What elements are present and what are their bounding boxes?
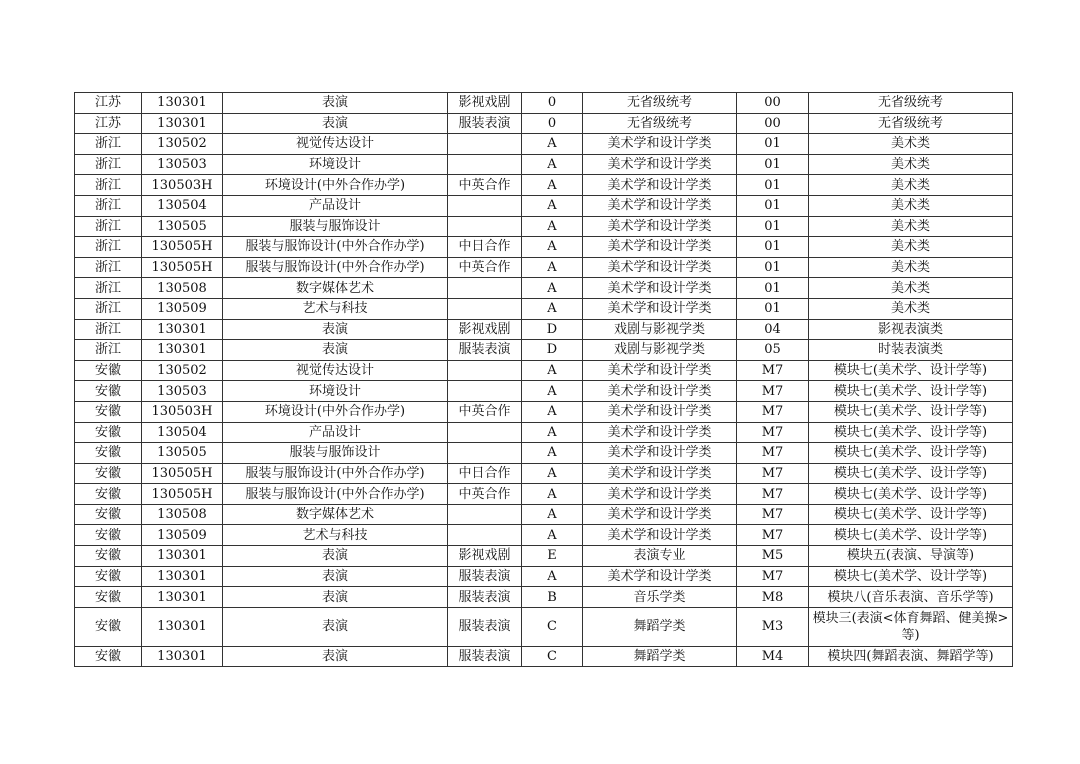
major-code-cell: 130505H: [142, 257, 223, 278]
table-row: [75, 257, 1013, 278]
direction-cell: 服装表演: [448, 646, 522, 667]
module-name-cell: 无省级统考: [809, 93, 1013, 114]
exam-category-cell: 戏剧与影视学类: [583, 340, 737, 361]
module-name-cell: 无省级统考: [809, 113, 1013, 134]
direction-cell: [448, 422, 522, 443]
major-code-cell: 130504: [142, 195, 223, 216]
table-row: [75, 340, 1013, 361]
table-row: [75, 360, 1013, 381]
major-code-cell: 130301: [142, 587, 223, 608]
table-row: [75, 443, 1013, 464]
module-name-cell: 模块七(美术学、设计学等): [809, 504, 1013, 525]
table-row: [75, 607, 1013, 646]
exam-category-cell: 美术学和设计学类: [583, 401, 737, 422]
province-cell: 浙江: [75, 298, 142, 319]
category-code-cell: A: [522, 443, 583, 464]
module-code-cell: M3: [737, 607, 809, 646]
direction-cell: 影视戏剧: [448, 319, 522, 340]
exam-category-cell: 无省级统考: [583, 113, 737, 134]
major-code-cell: 130504: [142, 422, 223, 443]
province-cell: 浙江: [75, 257, 142, 278]
exam-category-cell: 美术学和设计学类: [583, 443, 737, 464]
province-cell: 浙江: [75, 340, 142, 361]
module-name-cell: 美术类: [809, 216, 1013, 237]
table-row: [75, 484, 1013, 505]
category-code-cell: B: [522, 587, 583, 608]
exam-category-cell: 美术学和设计学类: [583, 257, 737, 278]
exam-category-cell: 美术学和设计学类: [583, 484, 737, 505]
province-cell: 安徽: [75, 360, 142, 381]
module-name-cell: 模块七(美术学、设计学等): [809, 566, 1013, 587]
major-name-cell: 艺术与科技: [223, 525, 448, 546]
document-table: [74, 92, 1013, 667]
major-code-cell: 130301: [142, 566, 223, 587]
direction-cell: [448, 360, 522, 381]
category-code-cell: A: [522, 360, 583, 381]
major-code-cell: 130503H: [142, 175, 223, 196]
major-code-cell: 130301: [142, 93, 223, 114]
category-code-cell: A: [522, 381, 583, 402]
module-name-cell: 模块三(表演<体育舞蹈、健美操>等): [809, 607, 1013, 646]
direction-cell: 中英合作: [448, 484, 522, 505]
province-cell: 浙江: [75, 175, 142, 196]
module-name-cell: 美术类: [809, 257, 1013, 278]
module-code-cell: M7: [737, 566, 809, 587]
category-code-cell: A: [522, 175, 583, 196]
major-code-cell: 130503: [142, 381, 223, 402]
module-name-cell: 美术类: [809, 154, 1013, 175]
major-name-cell: 表演: [223, 546, 448, 567]
table-row: [75, 319, 1013, 340]
exam-category-cell: 美术学和设计学类: [583, 360, 737, 381]
table-row: [75, 401, 1013, 422]
major-name-cell: 环境设计: [223, 154, 448, 175]
table-row: [75, 216, 1013, 237]
major-code-cell: 130505: [142, 443, 223, 464]
major-name-cell: 服装与服饰设计(中外合作办学): [223, 237, 448, 258]
category-code-cell: A: [522, 463, 583, 484]
direction-cell: [448, 504, 522, 525]
module-code-cell: 01: [737, 257, 809, 278]
province-cell: 安徽: [75, 443, 142, 464]
table-row: [75, 381, 1013, 402]
category-code-cell: A: [522, 504, 583, 525]
major-name-cell: 表演: [223, 93, 448, 114]
module-code-cell: M7: [737, 443, 809, 464]
major-name-cell: 服装与服饰设计(中外合作办学): [223, 257, 448, 278]
province-cell: 浙江: [75, 195, 142, 216]
major-code-cell: 130505: [142, 216, 223, 237]
major-code-cell: 130505H: [142, 463, 223, 484]
exam-category-cell: 舞蹈学类: [583, 646, 737, 667]
table-row: [75, 566, 1013, 587]
category-code-cell: A: [522, 257, 583, 278]
table-row: [75, 134, 1013, 155]
category-code-cell: A: [522, 422, 583, 443]
direction-cell: 服装表演: [448, 607, 522, 646]
direction-cell: [448, 216, 522, 237]
category-code-cell: A: [522, 278, 583, 299]
direction-cell: 中英合作: [448, 401, 522, 422]
exam-category-cell: 无省级统考: [583, 93, 737, 114]
province-cell: 安徽: [75, 566, 142, 587]
module-code-cell: M7: [737, 463, 809, 484]
major-name-cell: 表演: [223, 566, 448, 587]
province-cell: 江苏: [75, 113, 142, 134]
major-name-cell: 艺术与科技: [223, 298, 448, 319]
module-code-cell: 01: [737, 216, 809, 237]
direction-cell: [448, 278, 522, 299]
exam-category-cell: 舞蹈学类: [583, 607, 737, 646]
direction-cell: 服装表演: [448, 113, 522, 134]
module-name-cell: 模块七(美术学、设计学等): [809, 463, 1013, 484]
major-name-cell: 服装与服饰设计: [223, 443, 448, 464]
province-cell: 浙江: [75, 278, 142, 299]
table-row: [75, 113, 1013, 134]
direction-cell: 中日合作: [448, 237, 522, 258]
module-code-cell: 01: [737, 195, 809, 216]
major-code-cell: 130301: [142, 607, 223, 646]
major-name-cell: 服装与服饰设计: [223, 216, 448, 237]
module-code-cell: M7: [737, 381, 809, 402]
table-row: [75, 93, 1013, 114]
module-code-cell: 01: [737, 134, 809, 155]
table-body: [75, 93, 1013, 667]
module-code-cell: M8: [737, 587, 809, 608]
exam-category-cell: 美术学和设计学类: [583, 154, 737, 175]
exam-category-cell: 美术学和设计学类: [583, 195, 737, 216]
major-name-cell: 产品设计: [223, 195, 448, 216]
table-row: [75, 504, 1013, 525]
module-name-cell: 模块四(舞蹈表演、舞蹈学等): [809, 646, 1013, 667]
module-name-cell: 模块七(美术学、设计学等): [809, 525, 1013, 546]
module-code-cell: M7: [737, 360, 809, 381]
province-cell: 江苏: [75, 93, 142, 114]
category-code-cell: A: [522, 298, 583, 319]
major-code-cell: 130505H: [142, 237, 223, 258]
exam-category-cell: 音乐学类: [583, 587, 737, 608]
module-name-cell: 模块七(美术学、设计学等): [809, 484, 1013, 505]
province-cell: 浙江: [75, 134, 142, 155]
major-name-cell: 表演: [223, 607, 448, 646]
exam-category-cell: 美术学和设计学类: [583, 566, 737, 587]
module-code-cell: 00: [737, 113, 809, 134]
exam-category-cell: 戏剧与影视学类: [583, 319, 737, 340]
module-name-cell: 模块五(表演、导演等): [809, 546, 1013, 567]
major-code-cell: 130503H: [142, 401, 223, 422]
category-code-cell: C: [522, 607, 583, 646]
exam-category-cell: 美术学和设计学类: [583, 278, 737, 299]
category-code-cell: D: [522, 319, 583, 340]
direction-cell: 服装表演: [448, 340, 522, 361]
module-name-cell: 美术类: [809, 298, 1013, 319]
category-code-cell: A: [522, 134, 583, 155]
exam-category-cell: 美术学和设计学类: [583, 422, 737, 443]
major-name-cell: 服装与服饰设计(中外合作办学): [223, 484, 448, 505]
major-name-cell: 数字媒体艺术: [223, 504, 448, 525]
module-code-cell: M7: [737, 525, 809, 546]
province-cell: 安徽: [75, 422, 142, 443]
major-code-cell: 130508: [142, 278, 223, 299]
table-row: [75, 546, 1013, 567]
category-code-cell: A: [522, 566, 583, 587]
province-cell: 安徽: [75, 525, 142, 546]
major-name-cell: 表演: [223, 319, 448, 340]
table-row: [75, 646, 1013, 667]
module-code-cell: 05: [737, 340, 809, 361]
major-name-cell: 视觉传达设计: [223, 134, 448, 155]
module-name-cell: 美术类: [809, 237, 1013, 258]
category-code-cell: A: [522, 237, 583, 258]
module-code-cell: 00: [737, 93, 809, 114]
direction-cell: [448, 525, 522, 546]
category-code-cell: D: [522, 340, 583, 361]
direction-cell: [448, 195, 522, 216]
category-code-cell: A: [522, 484, 583, 505]
direction-cell: [448, 298, 522, 319]
major-code-cell: 130509: [142, 298, 223, 319]
major-name-cell: 服装与服饰设计(中外合作办学): [223, 463, 448, 484]
category-code-cell: A: [522, 154, 583, 175]
major-name-cell: 环境设计(中外合作办学): [223, 175, 448, 196]
category-code-cell: A: [522, 216, 583, 237]
module-code-cell: 01: [737, 278, 809, 299]
direction-cell: 中日合作: [448, 463, 522, 484]
table-row: [75, 175, 1013, 196]
direction-cell: 服装表演: [448, 587, 522, 608]
direction-cell: [448, 134, 522, 155]
module-name-cell: 模块七(美术学、设计学等): [809, 401, 1013, 422]
exam-category-cell: 表演专业: [583, 546, 737, 567]
major-name-cell: 环境设计: [223, 381, 448, 402]
category-code-cell: 0: [522, 113, 583, 134]
table-row: [75, 237, 1013, 258]
major-name-cell: 表演: [223, 340, 448, 361]
major-code-cell: 130502: [142, 360, 223, 381]
province-cell: 浙江: [75, 237, 142, 258]
major-name-cell: 表演: [223, 646, 448, 667]
direction-cell: 中英合作: [448, 257, 522, 278]
table-row: [75, 154, 1013, 175]
category-code-cell: A: [522, 195, 583, 216]
module-code-cell: 01: [737, 154, 809, 175]
module-name-cell: 模块七(美术学、设计学等): [809, 381, 1013, 402]
module-name-cell: 美术类: [809, 195, 1013, 216]
module-code-cell: 01: [737, 175, 809, 196]
major-code-cell: 130503: [142, 154, 223, 175]
province-cell: 安徽: [75, 504, 142, 525]
major-name-cell: 环境设计(中外合作办学): [223, 401, 448, 422]
module-name-cell: 时装表演类: [809, 340, 1013, 361]
direction-cell: [448, 154, 522, 175]
category-code-cell: A: [522, 525, 583, 546]
table-row: [75, 195, 1013, 216]
exam-category-cell: 美术学和设计学类: [583, 525, 737, 546]
table-row: [75, 422, 1013, 443]
category-code-cell: E: [522, 546, 583, 567]
province-cell: 安徽: [75, 587, 142, 608]
province-cell: 安徽: [75, 546, 142, 567]
table-row: [75, 525, 1013, 546]
province-cell: 安徽: [75, 646, 142, 667]
module-name-cell: 模块七(美术学、设计学等): [809, 422, 1013, 443]
province-cell: 安徽: [75, 401, 142, 422]
major-code-cell: 130502: [142, 134, 223, 155]
major-name-cell: 数字媒体艺术: [223, 278, 448, 299]
direction-cell: [448, 443, 522, 464]
module-code-cell: M5: [737, 546, 809, 567]
category-code-cell: 0: [522, 93, 583, 114]
module-name-cell: 美术类: [809, 278, 1013, 299]
module-name-cell: 模块七(美术学、设计学等): [809, 360, 1013, 381]
province-cell: 安徽: [75, 484, 142, 505]
module-code-cell: M7: [737, 504, 809, 525]
direction-cell: 服装表演: [448, 566, 522, 587]
table-row: [75, 278, 1013, 299]
module-code-cell: 01: [737, 237, 809, 258]
module-name-cell: 模块七(美术学、设计学等): [809, 443, 1013, 464]
module-name-cell: 模块八(音乐表演、音乐学等): [809, 587, 1013, 608]
module-name-cell: 影视表演类: [809, 319, 1013, 340]
table-row: [75, 587, 1013, 608]
exam-category-cell: 美术学和设计学类: [583, 175, 737, 196]
province-cell: 浙江: [75, 216, 142, 237]
module-name-cell: 美术类: [809, 134, 1013, 155]
exam-category-cell: 美术学和设计学类: [583, 463, 737, 484]
exam-category-cell: 美术学和设计学类: [583, 237, 737, 258]
major-code-cell: 130508: [142, 504, 223, 525]
province-cell: 安徽: [75, 381, 142, 402]
module-name-cell: 美术类: [809, 175, 1013, 196]
exam-category-cell: 美术学和设计学类: [583, 298, 737, 319]
exam-category-cell: 美术学和设计学类: [583, 504, 737, 525]
exam-category-cell: 美术学和设计学类: [583, 216, 737, 237]
major-code-cell: 130509: [142, 525, 223, 546]
major-code-cell: 130301: [142, 319, 223, 340]
major-name-cell: 产品设计: [223, 422, 448, 443]
major-name-cell: 表演: [223, 587, 448, 608]
province-cell: 安徽: [75, 463, 142, 484]
direction-cell: 影视戏剧: [448, 93, 522, 114]
direction-cell: 中英合作: [448, 175, 522, 196]
province-cell: 浙江: [75, 154, 142, 175]
major-code-cell: 130301: [142, 546, 223, 567]
table-row: [75, 463, 1013, 484]
module-code-cell: 01: [737, 298, 809, 319]
major-code-cell: 130301: [142, 646, 223, 667]
category-code-cell: A: [522, 401, 583, 422]
module-code-cell: M7: [737, 401, 809, 422]
major-name-cell: 表演: [223, 113, 448, 134]
module-code-cell: 04: [737, 319, 809, 340]
exam-category-cell: 美术学和设计学类: [583, 381, 737, 402]
province-cell: 安徽: [75, 607, 142, 646]
module-code-cell: M7: [737, 422, 809, 443]
major-code-cell: 130301: [142, 340, 223, 361]
major-code-cell: 130505H: [142, 484, 223, 505]
direction-cell: 影视戏剧: [448, 546, 522, 567]
province-cell: 浙江: [75, 319, 142, 340]
major-name-cell: 视觉传达设计: [223, 360, 448, 381]
exam-category-cell: 美术学和设计学类: [583, 134, 737, 155]
module-code-cell: M7: [737, 484, 809, 505]
table-row: [75, 298, 1013, 319]
major-code-cell: 130301: [142, 113, 223, 134]
direction-cell: [448, 381, 522, 402]
category-code-cell: C: [522, 646, 583, 667]
module-code-cell: M4: [737, 646, 809, 667]
